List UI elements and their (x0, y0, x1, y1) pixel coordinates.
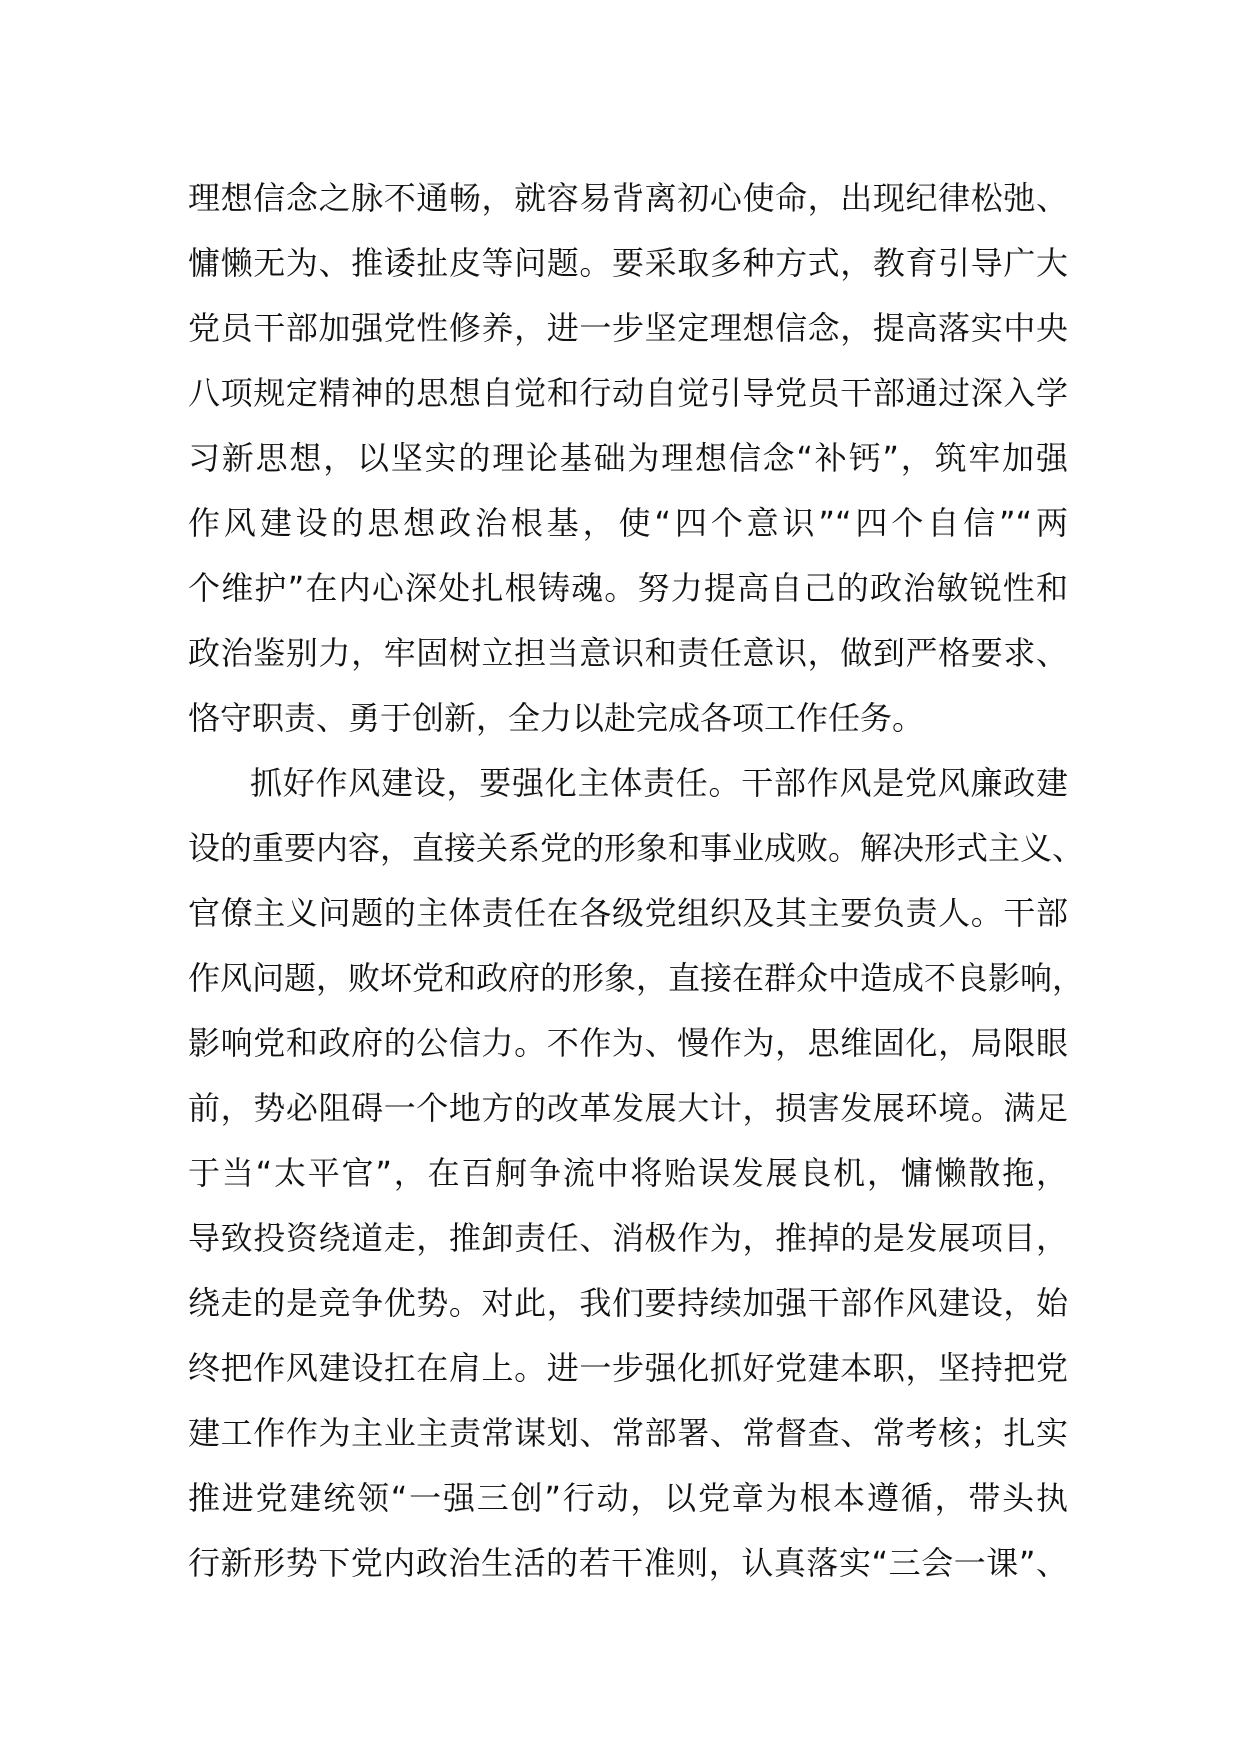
text-line: 个维护”在内心深处扎根铸魂。努力提高自己的政治敏锐性和 (188, 569, 1068, 607)
text-line: 作风问题，败坏党和政府的形象，直接在群众中造成不良影响， (188, 959, 1085, 997)
text-line: 推进党建统领“一强三创”行动，以党章为根本遵循，带头执 (188, 1479, 1068, 1517)
text-line: 前，势必阻碍一个地方的改革发展大计，损害发展环境。满足 (188, 1089, 1068, 1127)
text-line: 官僚主义问题的主体责任在各级党组织及其主要负责人。干部 (188, 894, 1068, 932)
text-line: 作风建设的思想政治根基，使“四个意识”“四个自信”“两 (188, 504, 1068, 542)
document-body (188, 166, 1085, 1596)
text-line: 终把作风建设扛在肩上。进一步强化抓好党建本职，坚持把党 (188, 1349, 1068, 1387)
text-line: 行新形势下党内政治生活的若干准则，认真落实“三会一课”、 (188, 1544, 1068, 1582)
text-line: 党员干部加强党性修养，进一步坚定理想信念，提高落实中央 (188, 309, 1068, 347)
paragraph-last-line: 恪守职责、勇于创新，全力以赴完成各项工作任务。 (188, 699, 925, 737)
text-line: 建工作作为主业主责常谋划、常部署、常督查、常考核；扎实 (188, 1414, 1068, 1452)
text-line: 绕走的是竞争优势。对此，我们要持续加强干部作风建设，始 (188, 1284, 1068, 1322)
text-line: 影响党和政府的公信力。不作为、慢作为，思维固化，局限眼 (188, 1024, 1068, 1062)
text-line: 习新思想，以坚实的理论基础为理想信念“补钙”，筑牢加强 (188, 439, 1068, 477)
text-line: 慵懒无为、推诿扯皮等问题。要采取多种方式，教育引导广大 (188, 244, 1068, 282)
text-line: 于当“太平官”，在百舸争流中将贻误发展良机，慵懒散拖， (188, 1154, 1068, 1192)
paragraph-first-line: 抓好作风建设，要强化主体责任。干部作风是党风廉政建 (250, 764, 1068, 802)
text-line: 政治鉴别力，牢固树立担当意识和责任意识，做到严格要求、 (188, 634, 1068, 672)
text-line: 导致投资绕道走，推卸责任、消极作为，推掉的是发展项目， (188, 1219, 1068, 1257)
text-line: 八项规定精神的思想自觉和行动自觉引导党员干部通过深入学 (188, 374, 1068, 412)
text-line: 设的重要内容，直接关系党的形象和事业成败。解决形式主义、 (188, 829, 1085, 867)
text-line: 理想信念之脉不通畅，就容易背离初心使命，出现纪律松弛、 (188, 179, 1068, 217)
